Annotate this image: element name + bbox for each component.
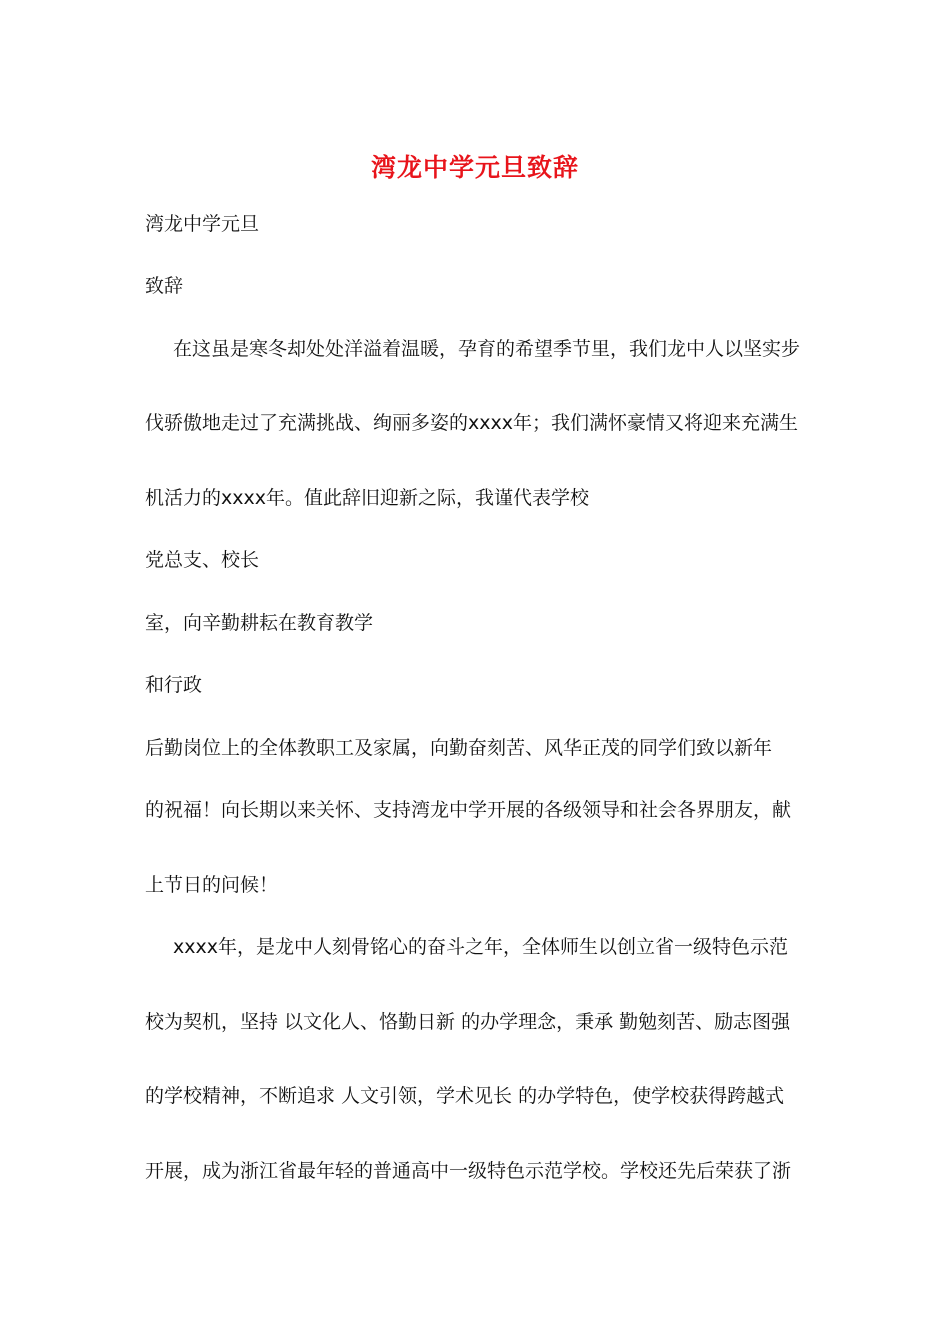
paragraph-line: 在这虽是寒冬却处处洋溢着温暖，孕育的希望季节里，我们龙中人以坚实步 xyxy=(173,338,801,360)
heading-line-2: 致辞 xyxy=(145,275,184,297)
paragraph-line: 开展，成为浙江省最年轻的普通高中一级特色示范学校。学校还先后荣获了浙 xyxy=(145,1160,792,1182)
paragraph-line: 党总支、校长 xyxy=(145,549,260,571)
paragraph-line: 校为契机，坚持 以文化人、恪勤日新 的办学理念，秉承 勤勉刻苦、励志图强 xyxy=(145,1011,791,1033)
paragraph-line: 后勤岗位上的全体教职工及家属，向勤奋刻苦、风华正茂的同学们致以新年 xyxy=(145,737,773,759)
paragraph-line: 上节日的问候！ xyxy=(145,874,279,896)
paragraph-line: 和行政 xyxy=(145,674,203,696)
heading-line-1: 湾龙中学元旦 xyxy=(145,213,260,235)
document-title: 湾龙中学元旦致辞 xyxy=(370,153,579,182)
paragraph-line: xxxx年，是龙中人刻骨铭心的奋斗之年，全体师生以创立省一级特色示范 xyxy=(173,936,788,958)
paragraph-line: 的学校精神，不断追求 人文引领，学术见长 的办学特色，使学校获得跨越式 xyxy=(145,1085,785,1107)
paragraph-line: 的祝福！向长期以来关怀、支持湾龙中学开展的各级领导和社会各界朋友，献 xyxy=(145,799,792,821)
paragraph-line: 室，向辛勤耕耘在教育教学 xyxy=(145,612,374,634)
paragraph-line: 机活力的xxxx年。值此辞旧迎新之际，我谨代表学校 xyxy=(145,487,589,509)
paragraph-line: 伐骄傲地走过了充满挑战、绚丽多姿的xxxx年；我们满怀豪情又将迎来充满生 xyxy=(145,412,798,434)
